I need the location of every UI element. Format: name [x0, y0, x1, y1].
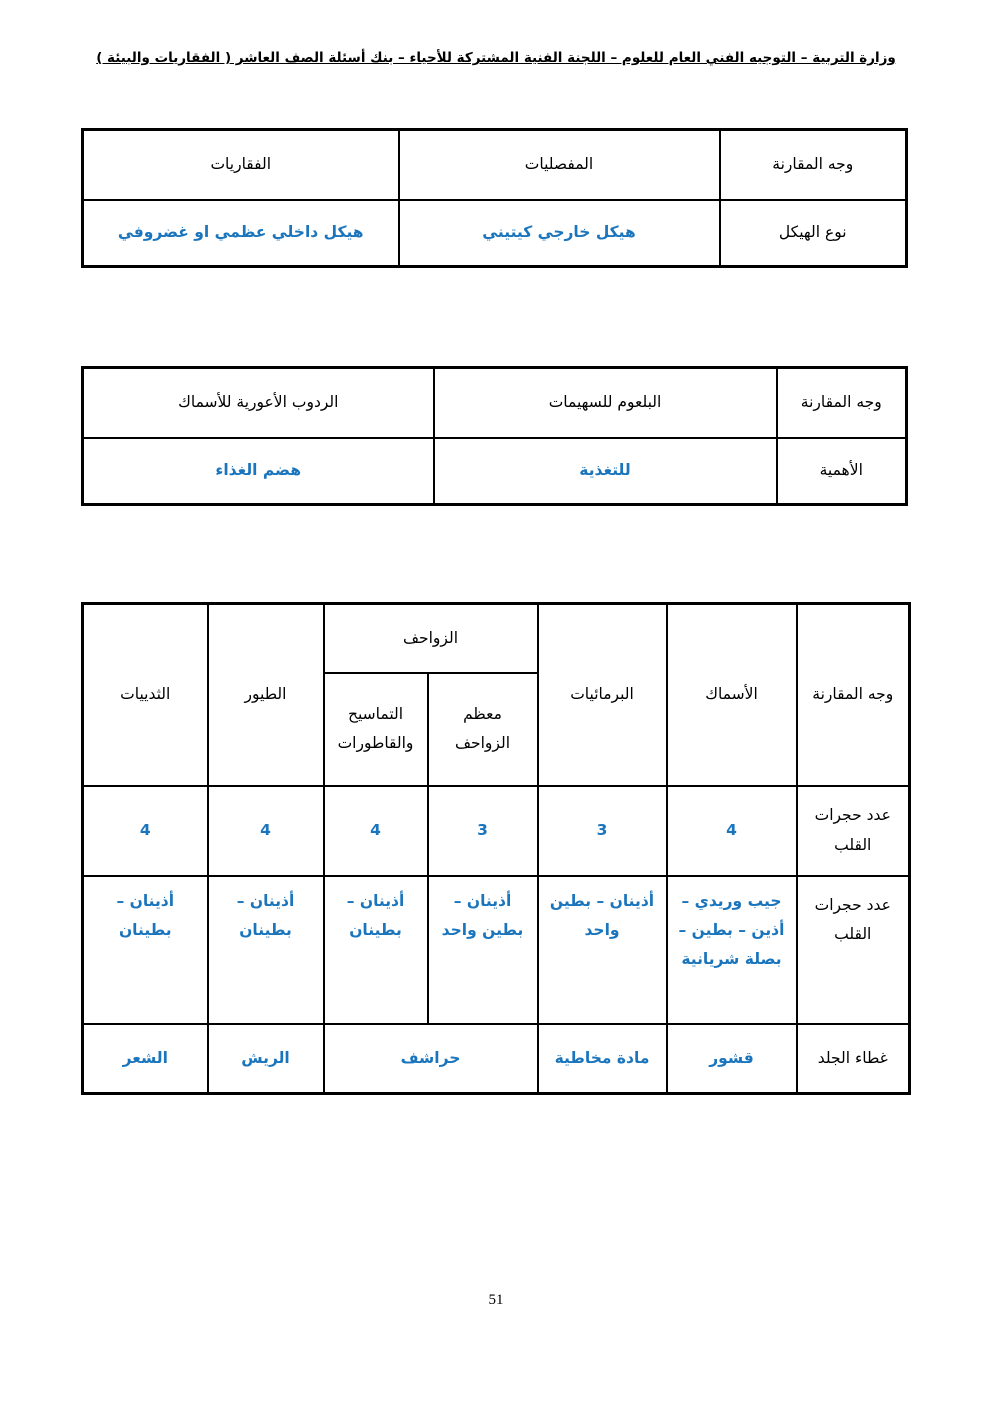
crocodiles-heart-names: أذينان – بطينان — [324, 876, 428, 1024]
header-compare-aspect: وجه المقارنة — [720, 130, 907, 200]
table-header-row-top — [83, 604, 910, 673]
fish-heart-count: 4 — [667, 786, 797, 876]
vertebrate-classes-comparison-table — [81, 602, 911, 1095]
importance-comparison-table — [81, 366, 908, 506]
table-row — [83, 438, 907, 505]
table-header-row — [83, 130, 907, 200]
most-reptiles-heart-count: 3 — [428, 786, 538, 876]
birds-skin-cover: الريش — [208, 1024, 324, 1094]
skin-cover-row — [83, 1024, 910, 1094]
row-label-heart-chambers-names: عدد حجرات القلب — [797, 876, 910, 1024]
header-compare-aspect: وجه المقارنة — [797, 604, 910, 786]
header-crocodiles-alligators: التماسيح والقاطورات — [324, 673, 428, 786]
amphibians-heart-count: 3 — [538, 786, 667, 876]
header-amphibians: البرمائيات — [538, 604, 667, 786]
birds-heart-names: أذينان – بطينان — [208, 876, 324, 1024]
heart-chambers-names-row — [83, 876, 910, 1024]
mammals-heart-names: أذينان – بطينان — [83, 876, 208, 1024]
header-reptiles-group: الزواحف — [324, 604, 538, 673]
header-birds: الطيور — [208, 604, 324, 786]
skeleton-comparison-table — [81, 128, 908, 268]
crocodiles-heart-count: 4 — [324, 786, 428, 876]
heart-chambers-count-row — [83, 786, 910, 876]
mammals-skin-cover: الشعر — [83, 1024, 208, 1094]
fish-skin-cover: قشور — [667, 1024, 797, 1094]
vertebrates-skeleton-value: هيكل داخلي عظمي او غضروفي — [83, 200, 399, 267]
header-amphioxus-pharynx: البلعوم للسهيمات — [434, 368, 777, 438]
mammals-heart-count: 4 — [83, 786, 208, 876]
row-label-skin-cover: غطاء الجلد — [797, 1024, 910, 1094]
pharynx-importance-value: للتغذية — [434, 438, 777, 505]
header-fish: الأسماك — [667, 604, 797, 786]
caeca-importance-value: هضم الغذاء — [83, 438, 434, 505]
most-reptiles-heart-names: أذينان – بطين واحد — [428, 876, 538, 1024]
birds-heart-count: 4 — [208, 786, 324, 876]
fish-heart-names: جيب وريدي – أذين – بطين – بصلة شريانية — [667, 876, 797, 1024]
row-label-importance: الأهمية — [777, 438, 907, 505]
reptiles-skin-cover: حراشف — [324, 1024, 538, 1094]
page-number: 51 — [488, 1292, 504, 1308]
header-most-reptiles: معظم الزواحف — [428, 673, 538, 786]
header-arthropods: المفصليات — [399, 130, 720, 200]
header-fish-caeca: الردوب الأعورية للأسماك — [83, 368, 434, 438]
table-row — [83, 200, 907, 267]
amphibians-skin-cover: مادة مخاطية — [538, 1024, 667, 1094]
table-header-row — [83, 368, 907, 438]
header-compare-aspect: وجه المقارنة — [777, 368, 907, 438]
arthropods-skeleton-value: هيكل خارجي كيتيني — [399, 200, 720, 267]
row-label-skeleton-type: نوع الهيكل — [720, 200, 907, 267]
document-title: وزارة التربية – التوجيه الفني العام للعلوم – اللجنة الفنية المشتركة للأحياء – بنك أسئلة الصف العاشر ( الفقاريات والبيئة ) — [96, 50, 896, 66]
row-label-heart-chambers: عدد حجرات القلب — [797, 786, 910, 876]
header-vertebrates: الفقاريات — [83, 130, 399, 200]
header-mammals: الثدييات — [83, 604, 208, 786]
amphibians-heart-names: أذينان – بطين واحد — [538, 876, 667, 1024]
